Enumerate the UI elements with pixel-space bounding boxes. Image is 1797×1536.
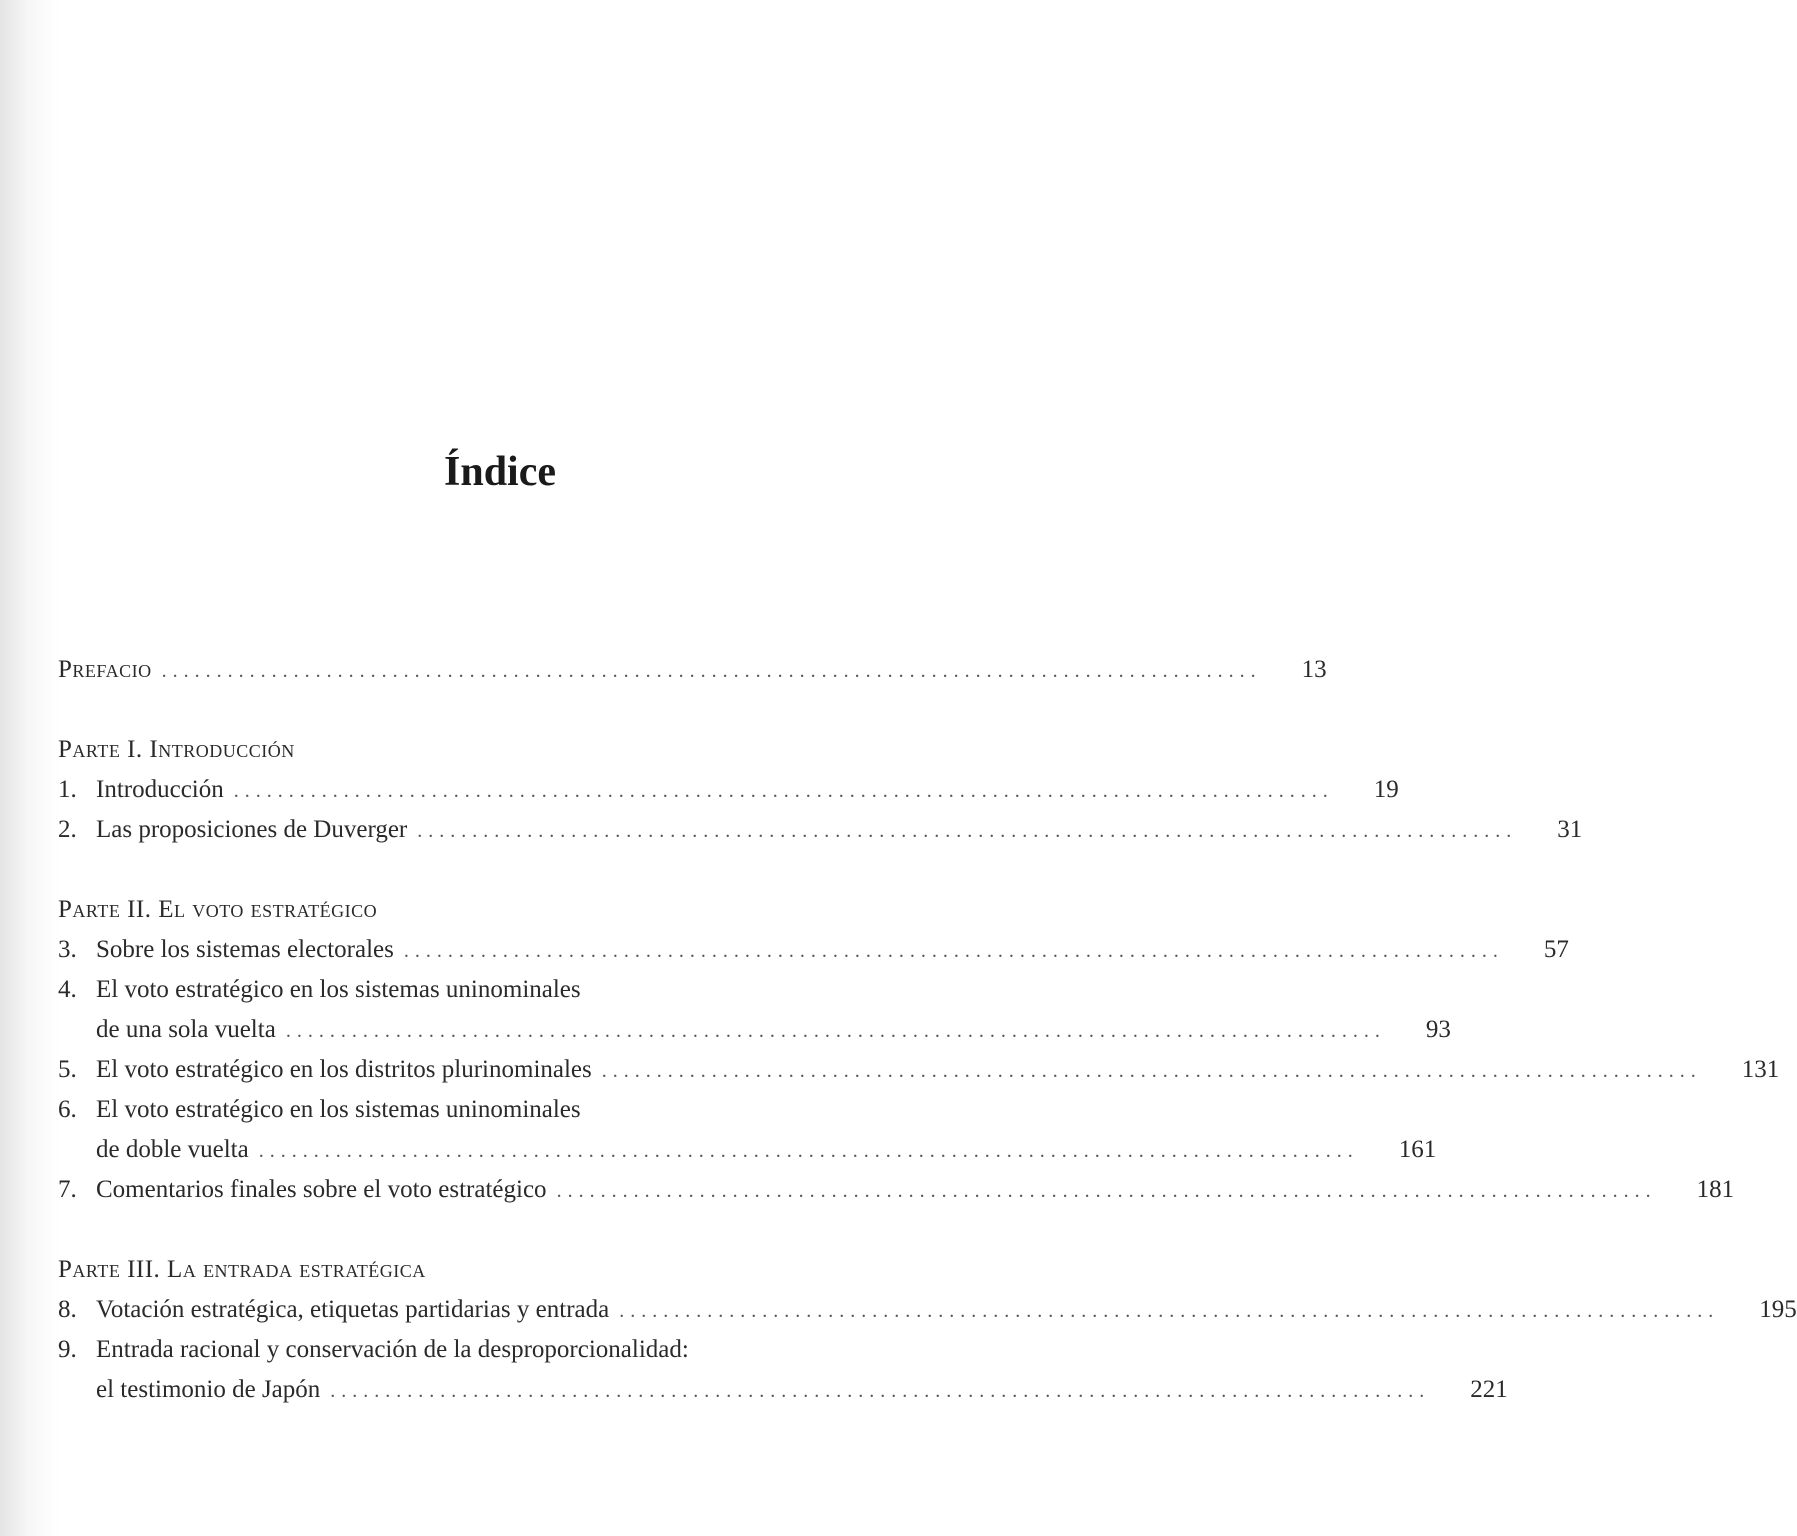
chapter-number: 6. (58, 1096, 77, 1123)
toc-entry-prefacio (58, 650, 1327, 690)
dot-leader: .................................................................................................... (285, 1020, 1386, 1042)
toc-entry-title: Las proposiciones de Duverger (96, 816, 408, 843)
chapter-number: 8. (58, 1296, 77, 1323)
toc-entry (58, 1050, 1780, 1090)
toc-entry-title: Comentarios finales sobre el voto estratégico (96, 1176, 547, 1203)
dot-leader: .................................................................................................... (619, 1300, 1720, 1322)
chapter-number: 9. (58, 1336, 77, 1363)
toc-entry-title: Votación estratégica, etiquetas partidarias y entrada (96, 1296, 610, 1323)
part-heading: Parte III. La entrada estratégica (58, 1256, 426, 1283)
part-heading: Parte I. Introducción (58, 736, 295, 763)
chapter-number: 7. (58, 1176, 77, 1203)
toc-entry-continuation: de una sola vuelta (96, 1016, 276, 1043)
toc-page-number: 221 (1470, 1376, 1508, 1403)
dot-leader: .................................................................................................... (556, 1180, 1657, 1202)
toc-entry-title: El voto estratégico en los distritos plurinominales (96, 1056, 592, 1083)
dot-leader: .................................................................................................... (601, 1060, 1702, 1082)
toc-entry (58, 1290, 1797, 1330)
toc-page-number: 93 (1425, 1016, 1451, 1043)
chapter-number: 4. (58, 976, 77, 1003)
toc-entry (58, 930, 1569, 970)
part-heading: Parte II. El voto estratégico (58, 896, 378, 923)
toc-entry-continuation: el testimonio de Japón (96, 1376, 321, 1403)
dot-leader: .................................................................................................... (330, 1380, 1431, 1402)
chapter-number: 3. (58, 936, 77, 963)
chapter-number: 5. (58, 1056, 77, 1083)
toc-entry (58, 810, 1583, 850)
toc-entry-line (58, 1090, 944, 1130)
dot-leader: .................................................................................................... (403, 940, 1504, 962)
toc-page-number: 13 (1301, 656, 1327, 683)
dot-leader: .................................................................................................... (161, 660, 1262, 682)
toc-entry (58, 1010, 1451, 1050)
toc-entry (58, 1170, 1735, 1210)
dot-leader: .................................................................................................... (417, 820, 1518, 842)
dot-leader: .................................................................................................... (233, 780, 1334, 802)
toc-entry-title: Introducción (96, 776, 224, 803)
toc-page-number: 31 (1557, 816, 1583, 843)
toc-entry-title: Entrada racional y conservación de la desproporcionalidad: (96, 1336, 689, 1363)
toc-page-number: 19 (1373, 776, 1399, 803)
toc-page-number: 195 (1759, 1296, 1797, 1323)
toc-entry (58, 1130, 1437, 1170)
toc-entry-title: El voto estratégico en los sistemas uninominales (96, 976, 581, 1003)
table-of-contents (58, 650, 1797, 1410)
page-title: Índice (443, 449, 556, 495)
chapter-number: 2. (58, 816, 77, 843)
toc-entry (58, 770, 1399, 810)
toc-entry-continuation: de doble vuelta (96, 1136, 249, 1163)
chapter-number: 1. (58, 776, 77, 803)
toc-page-number: 131 (1741, 1056, 1780, 1083)
toc-entry-line (58, 970, 944, 1010)
toc-entry-title: El voto estratégico en los sistemas uninominales (96, 1096, 581, 1123)
toc-entry (58, 1370, 1508, 1410)
toc-page-number: 161 (1398, 1136, 1437, 1163)
toc-entry-title: Prefacio (58, 656, 152, 683)
toc-entry-title: Sobre los sistemas electorales (96, 936, 394, 963)
toc-page-number: 57 (1543, 936, 1569, 963)
dot-leader: .................................................................................................... (258, 1140, 1359, 1162)
toc-entry-line (58, 1330, 944, 1370)
toc-page-number: 181 (1696, 1176, 1735, 1203)
